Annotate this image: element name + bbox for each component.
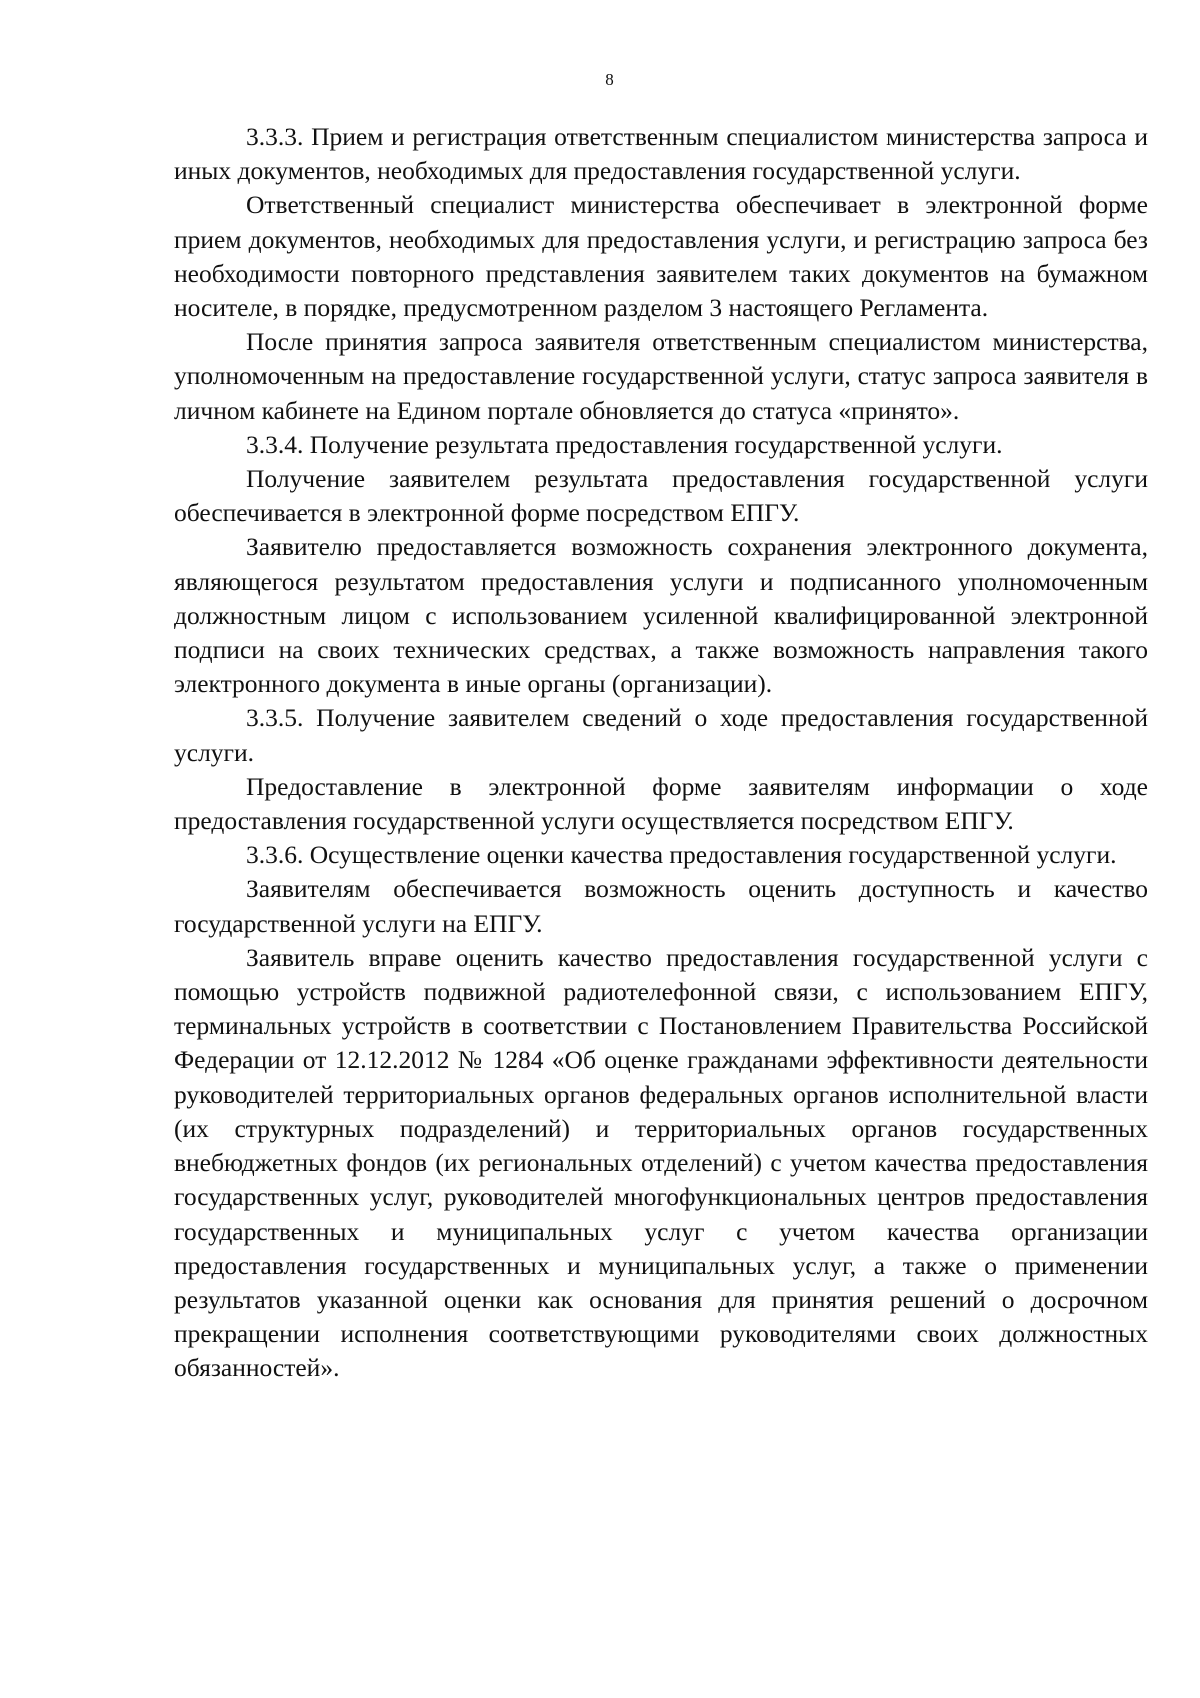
document-body bbox=[174, 120, 1148, 1386]
paragraph-document-intake: Ответственный специалист министерства обеспечивает в электронной форме прием документов, необходимых для предоставления услуги, и регистрацию запроса без необходимости повторного представления заявителем таких документов на бумажном носителе, в порядке, предусмотренном разделом 3 настоящего Регламента. bbox=[174, 190, 1148, 323]
paragraph-quality-evaluation: Заявителям обеспечивается возможность оценить доступность и качество государственной услуги на ЕПГУ. bbox=[174, 874, 1148, 938]
paragraph-evaluation-methods: Заявитель вправе оценить качество предоставления государственной услуги с помощью устройств подвижной радиотелефонной связи, с использованием ЕПГУ, терминальных устройств в соответствии с Постановлением Правительства Российской Федерации от 12.12.2012 № 1284 «Об оценке гражданами эффективности деятельности руководителей территориальных органов федеральных органов исполнительной власти (их структурных подразделений) и территориальных органов государственных внебюджетных фондов (их региональных отделений) с учетом качества предоставления государственных услуг, руководителей многофункциональных центров предоставления государственных и муниципальных услуг с учетом качества организации предоставления государственных и муниципальных услуг, а также о применении результатов указанной оценки как основания для принятия решений о досрочном прекращении исполнения соответствующими руководителями своих должностных обязанностей». bbox=[174, 942, 1148, 1383]
paragraph-progress-info: Предоставление в электронной форме заявителям информации о ходе предоставления государственной услуги осуществляется посредством ЕПГУ. bbox=[174, 771, 1148, 836]
paragraph-3-3-4-heading: 3.3.4. Получение результата предоставления государственной услуги. bbox=[246, 429, 1003, 459]
page-number: 8 bbox=[605, 70, 614, 89]
paragraph-3-3-3-heading: 3.3.3. Прием и регистрация ответственным специалистом министерства запроса и иных документов, необходимых для предоставления государственной услуги. bbox=[174, 122, 1148, 186]
paragraph-3-3-6-heading: 3.3.6. Осуществление оценки качества предоставления государственной услуги. bbox=[246, 840, 1117, 870]
paragraph-3-3-5-heading: 3.3.5. Получение заявителем сведений о ходе предоставления государственной услуги. bbox=[174, 703, 1148, 767]
paragraph-document-saving: Заявителю предоставляется возможность сохранения электронного документа, являющегося результатом предоставления услуги и подписанного уполномоченным должностным лицом с использованием усиленной квалифицированной электронной подписи на своих технических средствах, а также возможность направления такого электронного документа в иные органы (организации). bbox=[174, 532, 1148, 699]
paragraph-result-delivery: Получение заявителем результата предоставления государственной услуги обеспечивается в электронной форме посредством ЕПГУ. bbox=[174, 464, 1148, 528]
paragraph-request-status: После принятия запроса заявителя ответственным специалистом министерства, уполномоченным на предоставление государственной услуги, статус запроса заявителя в личном кабинете на Едином портале обновляется до статуса «принято». bbox=[174, 327, 1148, 425]
